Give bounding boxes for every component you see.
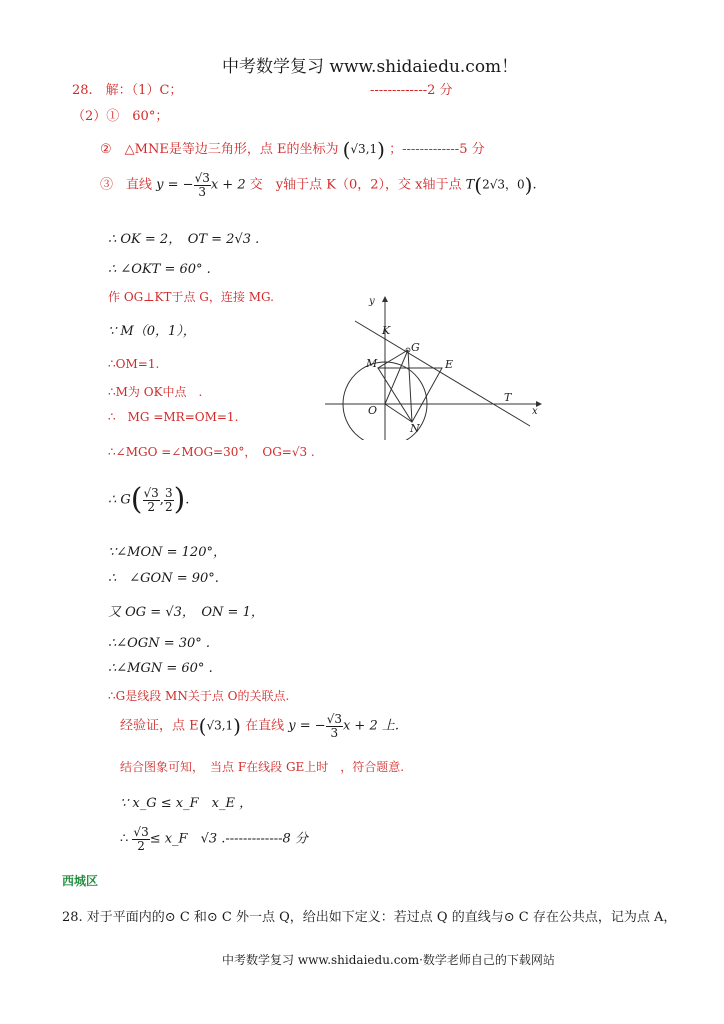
y-axis-arrow: [382, 296, 388, 302]
line-mon: ∵∠MON = 120°，: [108, 545, 226, 560]
line-ogn: ∴∠OGN = 30° .: [108, 636, 211, 651]
g-n2: 3: [164, 485, 173, 500]
label-e: E: [445, 358, 454, 371]
line-28: 28. 解：（1）C；: [72, 83, 183, 98]
verify-eq-y: y = −: [288, 718, 326, 734]
label-x: x: [532, 406, 538, 417]
line-ok-ot: ∴ OK = 2， OT = 2√3 .: [108, 232, 260, 247]
g-n1: √3: [143, 485, 159, 500]
score-5: ；-------------5 分: [389, 142, 485, 157]
line-angle-mgo: ∴∠MGO =∠MOG=30°， OG=√3 .: [108, 445, 315, 459]
e-coord: √3,1: [350, 142, 378, 156]
label-o: O: [368, 404, 378, 417]
triangle-text: ② △MNE是等边三角形，点 E的坐标为: [100, 142, 339, 157]
line-part2: （2）① 60°；: [72, 109, 169, 124]
verify-tail: x + 2 上.: [342, 718, 399, 734]
segment-mg: [378, 350, 408, 368]
label-m: M: [366, 357, 378, 370]
line-xg: ∵ x_G ≤ x_F x_E ，: [120, 796, 253, 811]
segment-gn: [408, 350, 412, 422]
line-om: ∴OM=1.: [108, 357, 160, 371]
g-d1: 2: [147, 499, 155, 514]
line-definition: 28. 对于平面内的⊙ C 和⊙ C 外一点 Q，给出如下定义：若过点 Q 的直线与⊙ C 存在公共点，记为点 A，: [62, 910, 677, 925]
line-eq-mid: 交 y轴于点 K（0，2），交 x轴于点: [249, 177, 462, 193]
verify-pre: 经验证，点 E: [120, 718, 199, 734]
score-2: -------------2 分: [370, 83, 453, 98]
line-range: [120, 826, 308, 852]
verify-coord: √3,1: [206, 718, 234, 733]
range-num: √3: [133, 825, 149, 839]
line-conclusion: ∴G是线段 MN关于点 O的关联点.: [108, 689, 290, 703]
verify-num: √3: [326, 712, 342, 726]
label-y: y: [369, 296, 375, 307]
page-footer: 中考数学复习 www.shidaiedu.com·数学老师自己的下载网站: [222, 953, 555, 967]
range-pre: ∴: [120, 831, 129, 847]
segment-og: [385, 350, 408, 404]
label-g: G: [411, 341, 420, 354]
g-label: ∴ G: [108, 492, 131, 508]
range-den: 2: [137, 838, 145, 853]
label-n: N: [410, 422, 420, 435]
line-eq-den: 3: [198, 184, 207, 199]
line-m: ∵ M（0，1），: [108, 324, 196, 339]
t-coord: 2√3，0: [482, 177, 525, 192]
point-t: T: [465, 177, 475, 193]
line-eq-y: y = −: [156, 177, 194, 193]
verify-mid: 在直线: [245, 718, 285, 734]
line-mgn: ∴∠MGN = 60° .: [108, 661, 213, 676]
geometry-figure: [320, 290, 550, 440]
line-construct: 作 OG⊥KT于点 G，连接 MG.: [108, 290, 274, 304]
line-eq-pre: ③ 直线: [100, 177, 153, 193]
section-title: 西城区: [62, 874, 99, 888]
line-eq-num: √3: [194, 171, 210, 185]
line-triangle: ② △MNE是等边三角形，点 E的坐标为 (√3,1) ；-------------5 分: [100, 137, 485, 162]
line-eq-tail: x + 2: [210, 177, 246, 193]
line-g-coord: ∴ G( $\frac{√3}{2}$ , $\frac{3}{2}$ ).: [108, 482, 190, 517]
range-tail: ≤ x_F √3 .-------------8 分: [149, 831, 308, 847]
line-combine: 结合图象可知， 当点 F在线段 GE上时 ，符合题意.: [120, 760, 405, 774]
label-k: K: [382, 324, 391, 337]
line-mg: ∴ MG =MR=OM=1.: [108, 410, 239, 424]
line-angle-okt: ∴ ∠OKT = 60° .: [108, 262, 211, 277]
segment-on: [385, 404, 412, 422]
line-gon: ∴ ∠GON = 90°.: [108, 571, 219, 586]
line-verify: 经验证，点 E(√3,1) 在直线 y = − $\frac{√3}{3}$ x + 2 上.: [120, 712, 399, 740]
g-d2: 2: [164, 499, 173, 514]
page-header: 中考数学复习 www.shidaiedu.com！: [222, 57, 519, 77]
verify-den: 3: [330, 725, 339, 740]
line-og-on: 又 OG = √3， ON = 1，: [108, 605, 264, 620]
line-midpoint: ∴M为 OK中点 .: [108, 385, 203, 399]
label-t: T: [504, 391, 512, 404]
line-line-eq: ③ 直线 y = − $\frac{√3}{3}$ x + 2 交 y轴于点 K（0，2），交 x轴于点 T(2√3，0).: [100, 171, 537, 199]
